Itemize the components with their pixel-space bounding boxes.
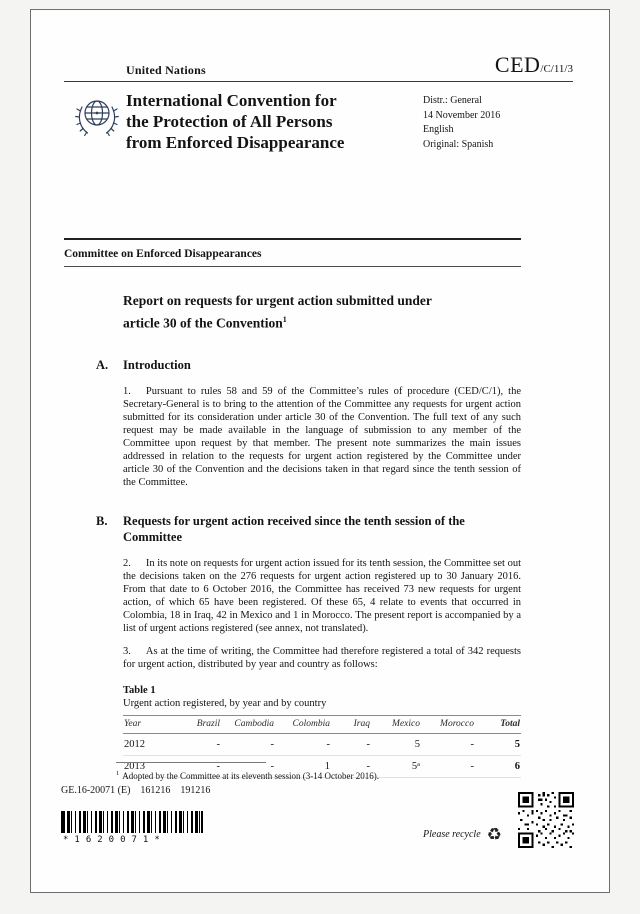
paragraph-3 <box>123 645 521 671</box>
cell-morocco: - <box>421 733 475 755</box>
report-title-line1: Report on requests for urgent action submitted under <box>123 293 432 308</box>
cell-mexico: 5 <box>371 733 421 755</box>
column-header-year: Year <box>123 715 175 733</box>
cell-colombia: 1 <box>275 755 331 777</box>
table-caption: Urgent action registered, by year and by country <box>123 697 327 709</box>
doc-symbol-main: CED <box>494 52 541 77</box>
column-header-total: Total <box>475 715 521 733</box>
paragraph-number: 3. <box>123 645 131 657</box>
cell-year: 2013 <box>123 755 175 777</box>
header-top-row <box>64 52 573 82</box>
paragraph-2 <box>123 557 521 635</box>
column-header-morocco: Morocco <box>421 715 475 733</box>
cell-brazil: - <box>175 733 221 755</box>
column-header-cambodia: Cambodia <box>221 715 275 733</box>
header-main-row <box>64 90 573 153</box>
barcode-bars <box>61 811 203 833</box>
document-header <box>64 10 573 153</box>
section-letter: B. <box>96 513 108 528</box>
report-title <box>123 291 521 333</box>
org-name: United Nations <box>126 63 206 77</box>
cell-cambodia: - <box>221 733 275 755</box>
distribution-line: 14 November 2016 <box>423 109 501 121</box>
table-header-row <box>123 715 521 733</box>
column-header-mexico: Mexico <box>371 715 421 733</box>
committee-name: Committee on Enforced Disappearances <box>64 248 521 267</box>
section-divider <box>64 238 521 240</box>
paragraph-text: Pursuant to rules 58 and 59 of the Committee’s rules of procedure (CED/C/1), the Secretary-General is to bring to the attention of the Committee any requests for urgent action submitted for its consideration under article 30 of the Convention. The full text of any such request may be made available in the language of submission to any member of the Committee upon request by that member. The present note summarizes the main issues addressed in relation to the requests for urgent action registered by the Committee under article 30 of the Convention and the decisions taken in that regard since the tenth session of the Committee. <box>123 385 521 488</box>
paragraph-text: In its note on requests for urgent action issued for its tenth session, the Committee set out the decisions taken on the 276 requests for urgent action registered up to 30 January 2016. From that date to 6 October 2016, the Committee has received 73 new requests for urgent action, of which 65 have been registered. Of these 65, 4 relate to events that occurred in Colombia, 18 in Iraq, 42 in Mexico and 1 in Morocco. The present report is accompanied by a list of urgent actions registered (see annex, not translated). <box>123 557 521 634</box>
convention-title <box>126 90 392 153</box>
cell-total: 5 <box>475 733 521 755</box>
recycle-icon: ♻ <box>486 825 502 844</box>
table-label: Table 1 <box>123 684 156 696</box>
paragraph-1 <box>123 385 521 489</box>
cell-year: 2012 <box>123 733 175 755</box>
document-page <box>30 9 610 893</box>
footnote-text: Adopted by the Committee at its eleventh session (3-14 October 2016). <box>122 771 379 781</box>
recycle-label: Please recycle <box>423 829 481 840</box>
column-header-colombia: Colombia <box>275 715 331 733</box>
column-header-brazil: Brazil <box>175 715 221 733</box>
footnote-divider <box>116 762 266 763</box>
cell-cambodia: - <box>221 755 275 777</box>
distribution-info <box>423 90 573 153</box>
cell-colombia: - <box>275 733 331 755</box>
barcode <box>61 811 203 845</box>
section-a-heading <box>96 357 521 373</box>
table-row <box>123 733 521 755</box>
section-title: Introduction <box>123 357 191 372</box>
cell-morocco: - <box>421 755 475 777</box>
distribution-line: Original: Spanish <box>423 138 494 150</box>
footnote <box>116 762 546 782</box>
convention-title-line: International Convention for <box>126 91 337 110</box>
section-letter: A. <box>96 357 109 372</box>
paragraph-text: As at the time of writing, the Committee had therefore registered a total of 342 requests for urgent action, distributed by year and country as follows: <box>123 645 521 670</box>
section-title: Requests for urgent action received since the tenth session of the Committee <box>123 513 465 544</box>
section-b-heading <box>96 513 521 545</box>
doc-symbol <box>495 52 573 78</box>
document-code: GE.16-20071 (E) 161216 191216 <box>61 785 211 796</box>
footnote-reference: 1 <box>282 315 287 324</box>
cell-iraq: - <box>331 733 371 755</box>
paragraph-number: 1. <box>123 385 131 397</box>
cell-total: 6 <box>475 755 521 777</box>
document-body <box>64 238 521 778</box>
distribution-line: Distr.: General <box>423 95 482 106</box>
qr-code <box>518 792 574 848</box>
recycle-notice <box>423 826 502 843</box>
column-header-iraq: Iraq <box>331 715 371 733</box>
doc-symbol-suffix: /C/11/3 <box>540 63 573 75</box>
cell-mexico: 5ᵃ <box>371 755 421 777</box>
convention-title-line: from Enforced Disappearance <box>126 133 345 152</box>
cell-iraq: - <box>331 755 371 777</box>
report-title-line2: article 30 of the Convention <box>123 315 283 331</box>
barcode-text: *1620071* <box>63 835 166 845</box>
cell-brazil: - <box>175 755 221 777</box>
un-emblem-icon <box>74 94 120 140</box>
footnote-marker: 1 <box>116 770 120 777</box>
convention-title-line: the Protection of All Persons <box>126 112 333 131</box>
paragraph-number: 2. <box>123 557 131 569</box>
distribution-line: English <box>423 124 454 135</box>
